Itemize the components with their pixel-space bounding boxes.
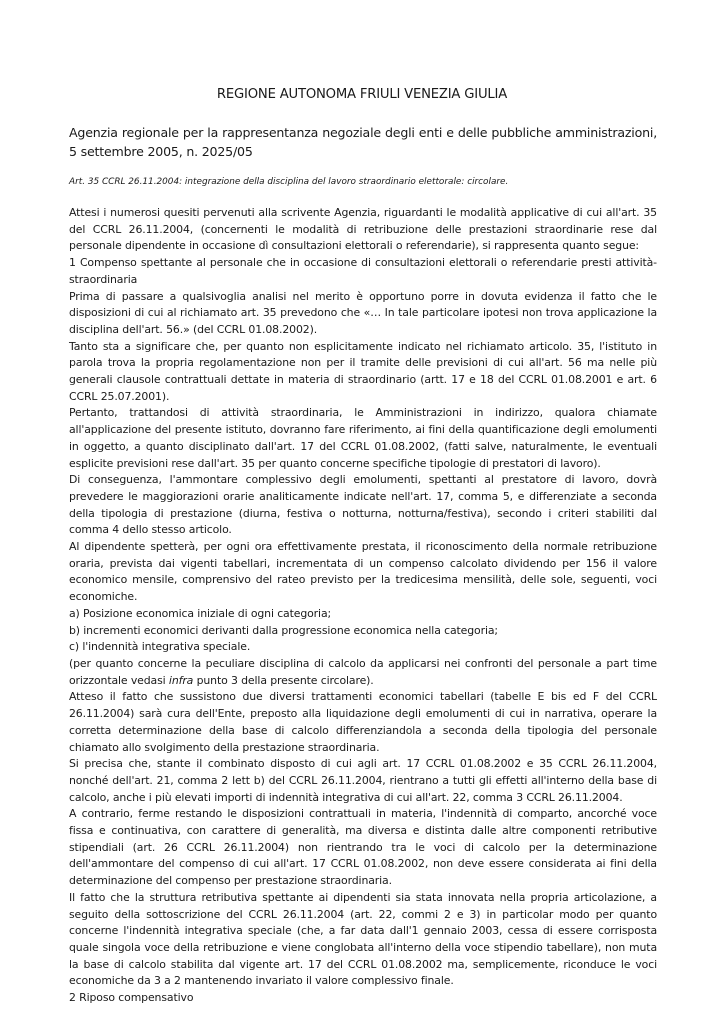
paragraph: Al dipendente spetterà, per ogni ora effettivamente prestata, il riconoscimento della normale retribuzione oraria, prevista dai vigenti tabellari, incrementata di un compenso calcolato dividendo per 156 il valore economico mensile, comprensivo del rateo previsto per la tredicesima mensilità, delle sole, seguenti, voci economiche.	[69, 540, 657, 604]
list-item: b) incrementi economici derivanti dalla progressione economica nella categoria;	[69, 623, 498, 637]
page-title: REGIONE AUTONOMA FRIULI VENEZIA GIULIA	[216, 87, 508, 102]
agency-heading: Agenzia regionale per la rappresentanza negoziale degli enti e delle pubbliche amministrazioni, 5 settembre 2005, n. 2025/05	[69, 125, 657, 159]
text-span: punto 3 della presente circolare).	[193, 673, 374, 687]
paragraph: Il fatto che la struttura retributiva spettante ai dipendenti sia stata innovata nella propria articolazione, a seguito della sottoscrizione del CCRL 26.11.2004 (art. 22, commi 2 e 3) in particolar modo per quanto concerne l'indennità integrativa speciale (che, a far data dall'1 gennaio 2003, cessa di essere corrisposta quale singola voce della retribuzione e viene conglobata all'interno della voce stipendio tabellare), non muta la base di calcolo stabilita dal vigente art. 17 del CCRL 01.08.2002 ma, semplicemente, riconduce le voci economiche da 3 a 2 mantenendo invariato il valore complessivo finale.	[69, 890, 657, 988]
paragraph: Atteso il fatto che sussistono due diversi trattamenti economici tabellari (tabelle E bis ed F del CCRL 26.11.2004) sarà cura dell'Ente, preposto alla liquidazione degli emolumenti di cui in narrativa, operare la corretta determinazione della base di calcolo differenziandola a seconda della tipologia del personale chiamato allo svolgimento della prestazione straordinaria.	[69, 690, 657, 754]
paragraph: A contrario, ferme restando le disposizioni contrattuali in materia, l'indennità di comparto, ancorché voce fissa e continuativa, con carattere di generalità, ma diversa e distinta dalle altre componenti retributive stipendiali (art. 26 CCRL 26.11.2004) non rientrando tra le voci di calcolo per la determinazione dell'ammontare del compenso di cui all'art. 17 CCRL 01.08.2002, non deve essere considerata ai fini della determinazione del compenso per prestazione straordinaria.	[69, 807, 657, 888]
text-span: (per quanto concerne la peculiare disciplina di calcolo da applicarsi nei confronti del personale a part time orizzontale vedasi	[69, 656, 657, 687]
paragraph: Tanto sta a significare che, per quanto non esplicitamente indicato nel richiamato articolo. 35, l'istituto in parola trova la propria regolamentazione non per il tramite delle previsioni di cui all'art. 56 ma nelle più generali clausole contrattuali dettate in materia di straordinario (artt. 17 e 18 del CCRL 01.08.2001 e art. 6 CCRL 25.07.2001).	[69, 339, 657, 403]
paragraph: Prima di passare a qualsivoglia analisi nel merito è opportuno porre in dovuta evidenza il fatto che le disposizioni di cui al richiamato art. 35 prevedono che «… In tale particolare ipotesi non trova applicazione la disciplina dell'art. 56.» (del CCRL 01.08.2002).	[69, 289, 657, 336]
section-heading: 2 Riposo compensativo	[69, 991, 194, 1005]
section-heading: 1 Compenso spettante al personale che in occasione di consultazioni elettorali o referendarie presti attività-straordinaria	[69, 256, 657, 286]
italic-text: infra	[168, 673, 194, 687]
paragraph: Attesi i numerosi quesiti pervenuti alla scrivente Agenzia, riguardanti le modalità applicative di cui all'art. 35 del CCRL 26.11.2004, (concernenti le modalità di retribuzione delle prestazioni straordinarie rese dal personale dipendente in occasione dì consultazioni elettorali o referendarie), si rappresenta quanto segue:	[69, 206, 657, 253]
list-item: c) l'indennità integrativa speciale.	[69, 640, 251, 654]
paragraph	[69, 656, 657, 689]
document-body	[69, 205, 657, 1007]
subject-line: Art. 35 CCRL 26.11.2004: integrazione della disciplina del lavoro straordinario elettorale: circolare.	[69, 177, 509, 187]
paragraph: Si precisa che, stante il combinato disposto di cui agli art. 17 CCRL 01.08.2002 e 35 CCRL 26.11.2004, nonché dell'art. 21, comma 2 lett b) del CCRL 26.11.2004, rientrano a tutti gli effetti all'interno della base di calcolo, anche i più elevati importi di indennità integrativa di cui all'art. 22, comma 3 CCRL 26.11.2004.	[69, 757, 657, 804]
paragraph: Pertanto, trattandosi di attività straordinaria, le Amministrazioni in indirizzo, qualora chiamate all'applicazione del presente istituto, dovranno fare riferimento, ai fini della quantificazione degli emolumenti in oggetto, a quanto disciplinato dall'art. 17 del CCRL 01.08.2002, (fatti salve, naturalmente, le eventuali esplicite previsioni rese dall'art. 35 per quanto concerne specifiche tipologie di prestatori di lavoro).	[69, 406, 657, 470]
list-item: a) Posizione economica iniziale di ogni categoria;	[69, 606, 332, 620]
paragraph: Di conseguenza, l'ammontare complessivo degli emolumenti, spettanti al prestatore di lavoro, dovrà prevedere le maggiorazioni orarie analiticamente indicate nell'art. 17, comma 5, e differenziate a seconda della tipologia di prestazione (diurna, festiva o notturna, notturna/festiva), secondo i criteri stabiliti dal comma 4 dello stesso articolo.	[69, 473, 657, 537]
